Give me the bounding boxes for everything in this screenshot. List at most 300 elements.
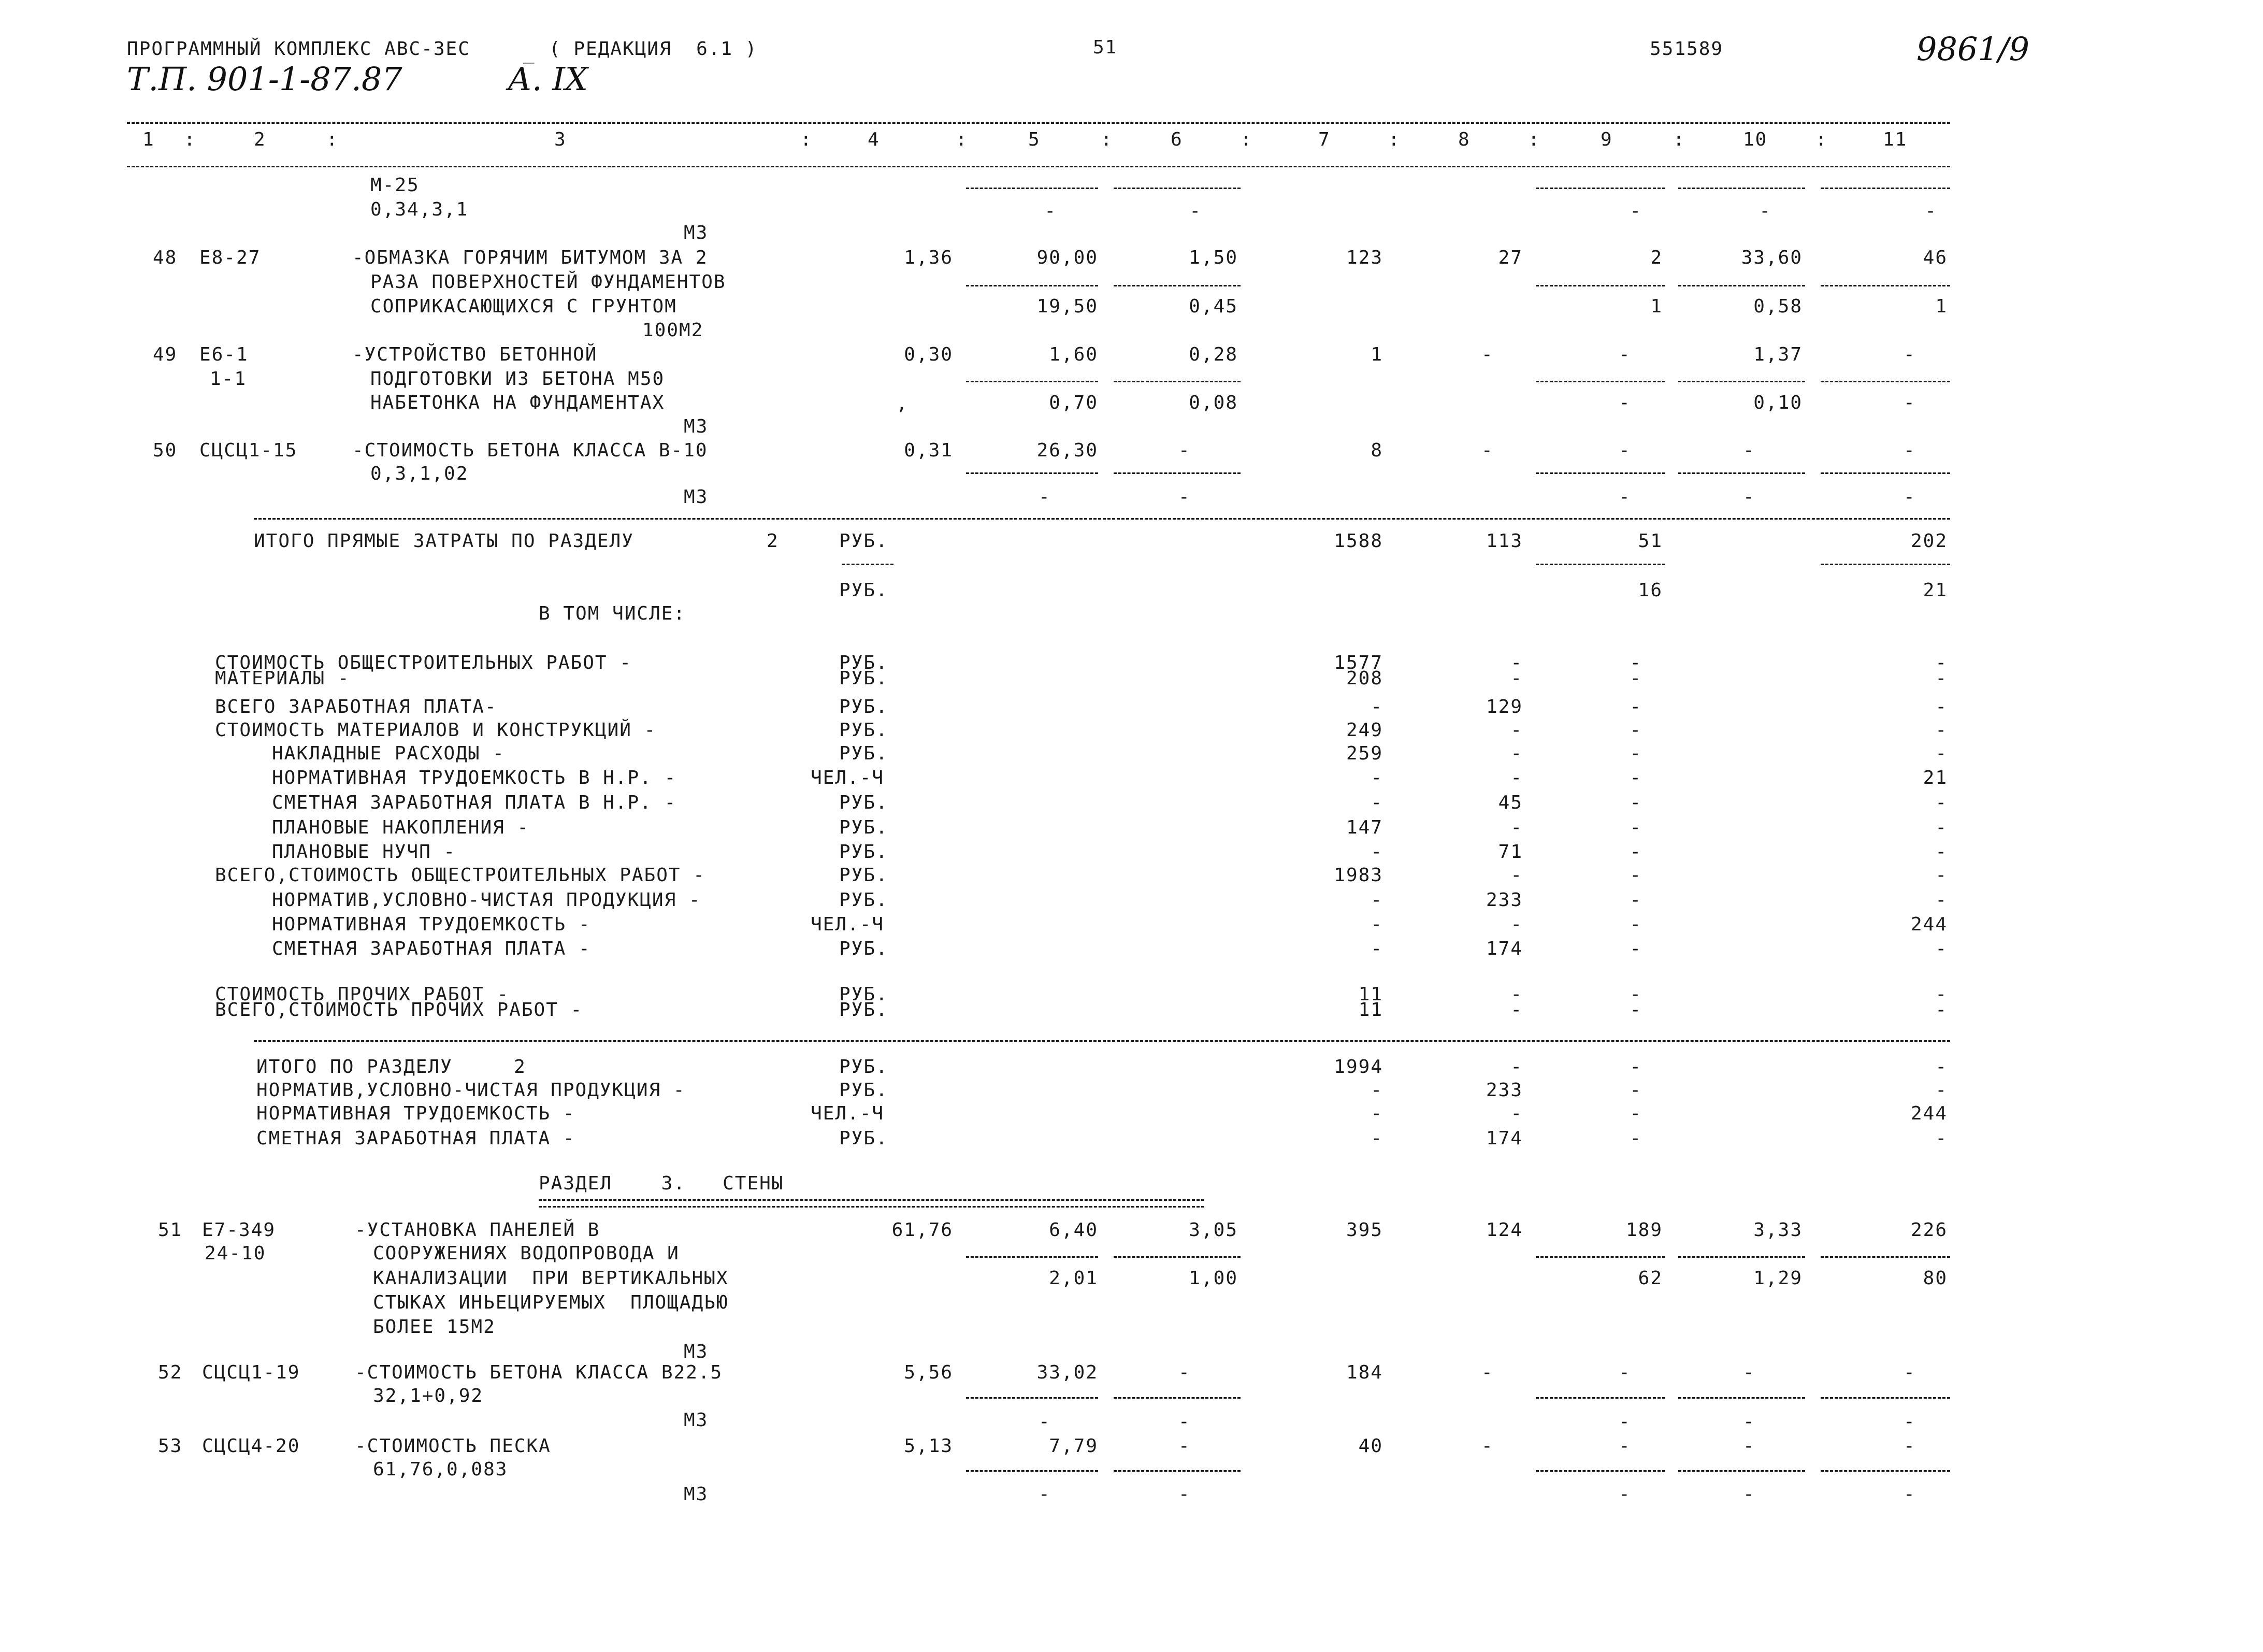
cell-rule [1821, 188, 1950, 189]
unit-rule [842, 564, 893, 565]
cell-value: 0,58 [1753, 296, 1803, 317]
cell-value: - [1619, 1435, 1631, 1457]
cell-value: - [1371, 1128, 1383, 1149]
cell-value: - [1630, 200, 1642, 222]
cell-value: - [1904, 1411, 1916, 1432]
cell-value: 21 [1923, 580, 1948, 601]
column-number: 2 [254, 129, 266, 150]
row-number: 53 [158, 1435, 183, 1457]
cell-rule [1821, 564, 1950, 565]
cell-value: - [1510, 652, 1523, 673]
cell-value: 61,76 [891, 1219, 953, 1241]
cell-value: - [1510, 817, 1523, 838]
cell-value: - [1630, 652, 1642, 673]
cell-value: 129 [1486, 696, 1523, 717]
handwritten-sheet-number: 9861/9 [1916, 30, 2030, 68]
cell-value: - [1743, 440, 1755, 461]
handwritten-project-number: Т.П. 901-1-87.87 [127, 60, 402, 98]
cell-value: 395 [1346, 1219, 1383, 1241]
document-code: 551589 [1650, 38, 1724, 60]
cell-rule [966, 1256, 1098, 1258]
cell-rule [1821, 1397, 1950, 1399]
cell-value: - [1743, 486, 1755, 508]
row-desc-line: ПОДГОТОВКИ ИЗ БЕТОНА М50 [370, 368, 665, 390]
cell-value: - [1510, 767, 1523, 788]
cell-value: 2 [1650, 247, 1663, 268]
cell-value: - [1935, 652, 1948, 673]
cell-value: 1,29 [1753, 1268, 1803, 1289]
cell-value: - [1510, 1056, 1523, 1078]
header-rule-top [127, 122, 1950, 124]
column-separator: : [1241, 129, 1253, 150]
row-unit: М3 [684, 1341, 709, 1362]
page-number: 51 [1093, 37, 1118, 58]
cell-value: - [1630, 696, 1642, 717]
cell-value: - [1935, 1056, 1948, 1078]
cell-value: - [1630, 984, 1642, 1005]
cell-value: - [1935, 841, 1948, 863]
cell-value: 11 [1358, 999, 1383, 1021]
cell-value: - [1371, 938, 1383, 959]
cell-value: 19,50 [1036, 296, 1098, 317]
row-code: СЦСЦ1-15 [199, 440, 298, 461]
cell-value: 1,37 [1753, 344, 1803, 365]
cell-value: 80 [1923, 1268, 1948, 1289]
summary-unit: РУБ. [839, 938, 888, 959]
cell-rule [1678, 285, 1805, 286]
cell-value: - [1481, 440, 1494, 461]
cell-value: - [1630, 1080, 1642, 1101]
stray-mark: , [896, 393, 909, 414]
cell-value: 11 [1358, 984, 1383, 1005]
summary-unit: ЧЕЛ.-Ч [811, 1103, 885, 1124]
cell-value: 0,30 [904, 344, 953, 365]
cell-value: - [1935, 743, 1948, 764]
cell-value: - [1935, 865, 1948, 886]
cell-value: - [1371, 1080, 1383, 1101]
cell-value: 0,31 [904, 440, 953, 461]
column-separator: : [1101, 129, 1113, 150]
row-desc-line: -СТОИМОСТЬ БЕТОНА КЛАССА В-10 [352, 440, 708, 461]
cell-rule [1536, 564, 1665, 565]
section-rule [254, 518, 1950, 520]
cell-value: - [1935, 999, 1948, 1021]
summary-unit: РУБ. [839, 720, 888, 741]
cell-value: - [1619, 392, 1631, 413]
row-code: СЦСЦ4-20 [202, 1435, 300, 1457]
column-number: 7 [1318, 129, 1331, 150]
column-number: 3 [554, 129, 567, 150]
row-code: СЦСЦ1-19 [202, 1362, 300, 1383]
cell-rule [1536, 1256, 1665, 1258]
summary-label: ВСЕГО ЗАРАБОТНАЯ ПЛАТА- [215, 696, 497, 717]
cell-value: 21 [1923, 767, 1948, 788]
cell-rule [1536, 1470, 1665, 1472]
cell-value: - [1178, 1435, 1191, 1457]
summary-label: ИТОГО ПО РАЗДЕЛУ 2 [256, 1056, 526, 1078]
cell-value: - [1630, 767, 1642, 788]
cell-value: - [1178, 1411, 1191, 1432]
cell-value: 5,13 [904, 1435, 953, 1457]
total-label: ИТОГО ПРЯМЫЕ ЗАТРАТЫ ПО РАЗДЕЛУ [254, 530, 634, 552]
row-unit: М3 [684, 486, 709, 508]
column-separator: : [1388, 129, 1401, 150]
cell-value: - [1759, 200, 1771, 222]
cell-rule [1536, 1397, 1665, 1399]
summary-label: ПЛАНОВЫЕ НУЧП - [272, 841, 456, 863]
row-unit: М3 [684, 416, 709, 437]
row-desc-line: НАБЕТОНКА НА ФУНДАМЕНТАХ [370, 392, 665, 413]
cell-value: - [1904, 392, 1916, 413]
column-number: 1 [142, 129, 155, 150]
summary-unit: РУБ. [839, 889, 888, 911]
cell-value: 174 [1486, 1128, 1523, 1149]
cell-value: 71 [1498, 841, 1523, 863]
row-number: 52 [158, 1362, 183, 1383]
summary-label: ВСЕГО,СТОИМОСТЬ ОБЩЕСТРОИТЕЛЬНЫХ РАБОТ - [215, 865, 705, 886]
edition-label: ( РЕДАКЦИЯ 6.1 ) [549, 38, 758, 60]
summary-unit: РУБ. [839, 865, 888, 886]
cell-value: - [1371, 696, 1383, 717]
column-separator: : [1815, 129, 1828, 150]
row-code: Е8-27 [199, 247, 261, 268]
cell-value: 202 [1910, 530, 1948, 552]
summary-label: МАТЕРИАЛЫ - [215, 668, 350, 689]
cell-value: - [1630, 792, 1642, 813]
row-code: Е7-349 [202, 1219, 276, 1241]
cell-value: - [1510, 720, 1523, 741]
cell-value: - [1743, 1484, 1755, 1505]
cell-value: - [1178, 440, 1191, 461]
cell-value: 1983 [1334, 865, 1383, 886]
cell-rule [1678, 188, 1805, 189]
total-section-number: 2 [767, 530, 779, 552]
cell-value: 3,05 [1189, 1219, 1238, 1241]
cell-value: 0,28 [1189, 344, 1238, 365]
cell-value: 249 [1346, 720, 1383, 741]
summary-label: СТОИМОСТЬ ПРОЧИХ РАБОТ - [215, 984, 510, 1005]
row-desc-line: СООРУЖЕНИЯХ ВОДОПРОВОДА И [373, 1243, 680, 1264]
cell-rule [1114, 188, 1241, 189]
summary-label: НОРМАТИВНАЯ ТРУДОЕМКОСТЬ В Н.Р. - [272, 767, 677, 788]
cell-value: - [1178, 1484, 1191, 1505]
cell-value: - [1481, 344, 1494, 365]
summary-unit: РУБ. [839, 696, 888, 717]
program-title: ПРОГРАММНЫЙ КОМПЛЕКС АВС-3ЕС [127, 38, 470, 60]
cell-value: 244 [1910, 1103, 1948, 1124]
summary-unit: ЧЕЛ.-Ч [811, 767, 885, 788]
cell-value: - [1619, 1362, 1631, 1383]
cell-rule [1678, 1470, 1805, 1472]
total-unit: РУБ. [839, 580, 888, 601]
cell-value: - [1630, 743, 1642, 764]
column-separator: : [800, 129, 813, 150]
cell-value: - [1904, 344, 1916, 365]
column-number: 4 [868, 129, 880, 150]
column-separator: : [1528, 129, 1540, 150]
cell-value: - [1510, 865, 1523, 886]
cell-value: - [1510, 668, 1523, 689]
cell-rule [1536, 472, 1665, 474]
row-desc-line: -УСТРОЙСТВО БЕТОННОЙ [352, 344, 598, 365]
row-desc-line: М-25 [370, 175, 420, 196]
cell-value: - [1619, 1484, 1631, 1505]
cell-value: - [1935, 696, 1948, 717]
summary-label: НАКЛАДНЫЕ РАСХОДЫ - [272, 743, 505, 764]
cell-value: 51 [1638, 530, 1663, 552]
cell-value: 1 [1935, 296, 1948, 317]
summary-label: НОРМАТИВНАЯ ТРУДОЕМКОСТЬ - [256, 1103, 575, 1124]
row-desc-line: -СТОИМОСТЬ ПЕСКА [355, 1435, 551, 1457]
cell-value: - [1371, 767, 1383, 788]
cell-value: 6,40 [1049, 1219, 1098, 1241]
summary-label: НОРМАТИВНАЯ ТРУДОЕМКОСТЬ - [272, 914, 591, 935]
cell-value: - [1630, 999, 1642, 1021]
row-desc-line: 0,34,3,1 [370, 199, 469, 220]
cell-value: 27 [1498, 247, 1523, 268]
row-desc-line: -СТОИМОСТЬ БЕТОНА КЛАССА В22.5 [355, 1362, 723, 1383]
cell-value: - [1178, 1362, 1191, 1383]
row-code: 24-10 [205, 1243, 266, 1264]
cell-rule [1821, 381, 1950, 382]
cell-value: 233 [1486, 889, 1523, 911]
cell-value: 46 [1923, 247, 1948, 268]
cell-value: - [1630, 938, 1642, 959]
cell-value: 0,45 [1189, 296, 1238, 317]
column-number: 6 [1171, 129, 1183, 150]
cell-value: - [1904, 1484, 1916, 1505]
cell-value: - [1935, 1080, 1948, 1101]
cell-value: - [1510, 914, 1523, 935]
section-rule [254, 1040, 1950, 1042]
summary-label: НОРМАТИВ,УСЛОВНО-ЧИСТАЯ ПРОДУКЦИЯ - [256, 1080, 686, 1101]
cell-value: - [1619, 344, 1631, 365]
cell-value: 2,01 [1049, 1268, 1098, 1289]
cell-value: - [1510, 984, 1523, 1005]
cell-value: 123 [1346, 247, 1383, 268]
cell-value: - [1935, 938, 1948, 959]
row-number: 49 [153, 344, 178, 365]
summary-unit: РУБ. [839, 1080, 888, 1101]
cell-value: - [1039, 1411, 1051, 1432]
cell-rule [1114, 1256, 1241, 1258]
summary-unit: РУБ. [839, 817, 888, 838]
cell-value: 189 [1625, 1219, 1663, 1241]
cell-value: 0,70 [1049, 392, 1098, 413]
summary-unit: РУБ. [839, 652, 888, 673]
cell-value: 1577 [1334, 652, 1383, 673]
cell-value: - [1630, 668, 1642, 689]
cell-value: 7,79 [1049, 1435, 1098, 1457]
cell-value: 1588 [1334, 530, 1383, 552]
cell-value: - [1039, 486, 1051, 508]
cell-value: - [1925, 200, 1937, 222]
cell-value: 40 [1358, 1435, 1383, 1457]
summary-unit: РУБ. [839, 743, 888, 764]
cell-value: - [1619, 1411, 1631, 1432]
cell-rule [1114, 1470, 1241, 1472]
cell-rule [966, 1470, 1098, 1472]
cell-rule [966, 472, 1098, 474]
cell-value: - [1630, 914, 1642, 935]
cell-value: - [1371, 914, 1383, 935]
row-unit: М3 [684, 222, 709, 243]
cell-value: - [1935, 984, 1948, 1005]
column-separator: : [326, 129, 339, 150]
cell-value: - [1743, 1435, 1755, 1457]
cell-rule [1536, 381, 1665, 382]
cell-value: 244 [1910, 914, 1948, 935]
cell-value: - [1630, 841, 1642, 863]
cell-value: - [1630, 1128, 1642, 1149]
row-desc-line: -УСТАНОВКА ПАНЕЛЕЙ В [355, 1219, 600, 1241]
cell-value: - [1371, 1103, 1383, 1124]
column-number: 8 [1458, 129, 1471, 150]
summary-label: СТОИМОСТЬ МАТЕРИАЛОВ И КОНСТРУКЦИЙ - [215, 720, 657, 741]
cell-rule [1114, 285, 1241, 286]
cell-value: - [1481, 1435, 1494, 1457]
cell-value: 184 [1346, 1362, 1383, 1383]
row-desc-line: СТЫКАХ ИНЬЕЦИРУЕМЫХ ПЛОЩАДЬЮ [373, 1292, 729, 1313]
summary-label: ВСЕГО,СТОИМОСТЬ ПРОЧИХ РАБОТ - [215, 999, 583, 1021]
cell-rule [1114, 381, 1241, 382]
cell-value: - [1044, 200, 1057, 222]
summary-unit: РУБ. [839, 1056, 888, 1078]
cell-value: 90,00 [1036, 247, 1098, 268]
cell-value: 1,36 [904, 247, 953, 268]
cell-rule [966, 285, 1098, 286]
summary-unit: РУБ. [839, 999, 888, 1021]
cell-value: 0,08 [1189, 392, 1238, 413]
cell-value: - [1935, 817, 1948, 838]
cell-value: 33,60 [1741, 247, 1803, 268]
cell-value: - [1630, 720, 1642, 741]
summary-label: ПЛАНОВЫЕ НАКОПЛЕНИЯ - [272, 817, 530, 838]
cell-value: 16 [1638, 580, 1663, 601]
cell-value: - [1189, 200, 1202, 222]
summary-label: СТОИМОСТЬ ОБЩЕСТРОИТЕЛЬНЫХ РАБОТ - [215, 652, 632, 673]
cell-value: - [1935, 792, 1948, 813]
cell-value: - [1904, 486, 1916, 508]
cell-value: - [1935, 720, 1948, 741]
cell-value: - [1510, 1103, 1523, 1124]
cell-value: 33,02 [1036, 1362, 1098, 1383]
cell-value: - [1630, 865, 1642, 886]
cell-rule [1821, 1256, 1950, 1258]
cell-value: 259 [1346, 743, 1383, 764]
cell-value: 1,00 [1189, 1268, 1238, 1289]
column-separator: : [956, 129, 968, 150]
header-rule-bottom [127, 166, 1950, 167]
cell-rule [966, 381, 1098, 382]
cell-value: - [1178, 486, 1191, 508]
summary-label: СМЕТНАЯ ЗАРАБОТНАЯ ПЛАТА - [272, 938, 591, 959]
cell-rule [1678, 381, 1805, 382]
cell-value: - [1904, 1362, 1916, 1383]
cell-rule [1678, 1397, 1805, 1399]
row-desc-line: БОЛЕЕ 15М2 [373, 1316, 496, 1338]
cell-value: - [1904, 440, 1916, 461]
cell-value: 208 [1346, 668, 1383, 689]
cell-value: - [1630, 817, 1642, 838]
cell-value: - [1371, 841, 1383, 863]
cell-value: - [1039, 1484, 1051, 1505]
cell-value: - [1743, 1411, 1755, 1432]
cell-value: - [1935, 1128, 1948, 1149]
row-unit: 100М2 [642, 320, 704, 341]
column-number: 9 [1601, 129, 1613, 150]
summary-unit: РУБ. [839, 841, 888, 863]
cell-value: 1,60 [1049, 344, 1098, 365]
row-code: Е6-1 [199, 344, 249, 365]
cell-value: - [1619, 440, 1631, 461]
cell-value: 113 [1486, 530, 1523, 552]
summary-unit: РУБ. [839, 668, 888, 689]
row-desc-line: 0,3,1,02 [370, 463, 469, 484]
cell-value: - [1619, 486, 1631, 508]
column-number: 11 [1883, 129, 1908, 150]
cell-value: - [1743, 1362, 1755, 1383]
cell-rule [966, 1397, 1098, 1399]
heading-double-rule [539, 1199, 1204, 1208]
cell-rule [1114, 472, 1241, 474]
row-number: 51 [158, 1219, 183, 1241]
cell-value: - [1371, 889, 1383, 911]
row-desc-line: 61,76,0,083 [373, 1459, 508, 1480]
cell-value: - [1935, 668, 1948, 689]
column-separator: : [184, 129, 196, 150]
cell-value: - [1904, 1435, 1916, 1457]
total-unit: РУБ. [839, 530, 888, 552]
cell-rule [1536, 188, 1665, 189]
cell-value: 45 [1498, 792, 1523, 813]
column-number: 10 [1743, 129, 1768, 150]
row-code: 1-1 [210, 368, 247, 390]
cell-value: 1 [1371, 344, 1383, 365]
cell-rule [1114, 1397, 1241, 1399]
cell-value: - [1371, 792, 1383, 813]
summary-unit: РУБ. [839, 792, 888, 813]
cell-value: 62 [1638, 1268, 1663, 1289]
including-heading: В ТОМ ЧИСЛЕ: [539, 603, 686, 624]
row-unit: М3 [684, 1410, 709, 1431]
cell-value: - [1481, 1362, 1494, 1383]
row-number: 48 [153, 247, 178, 268]
cell-value: 0,10 [1753, 392, 1803, 413]
cell-rule [966, 188, 1098, 189]
cell-value: 1,50 [1189, 247, 1238, 268]
summary-label: НОРМАТИВ,УСЛОВНО-ЧИСТАЯ ПРОДУКЦИЯ - [272, 889, 701, 911]
cell-value: - [1630, 889, 1642, 911]
cell-value: - [1510, 999, 1523, 1021]
cell-value: 8 [1371, 440, 1383, 461]
cell-rule [1821, 472, 1950, 474]
cell-value: 5,56 [904, 1362, 953, 1383]
cell-rule [1678, 472, 1805, 474]
handwritten-album: А. IX [508, 60, 588, 98]
row-desc-line: КАНАЛИЗАЦИИ ПРИ ВЕРТИКАЛЬНЫХ [373, 1268, 729, 1289]
cell-value: - [1630, 1103, 1642, 1124]
cell-rule [1536, 285, 1665, 286]
row-desc-line: СОПРИКАСАЮЩИХСЯ С ГРУНТОМ [370, 296, 677, 317]
row-desc-line: 32,1+0,92 [373, 1385, 484, 1406]
column-separator: : [1673, 129, 1685, 150]
cell-value: 26,30 [1036, 440, 1098, 461]
row-unit: М3 [684, 1484, 709, 1505]
underscore-mark: _ [523, 42, 536, 64]
summary-label: СМЕТНАЯ ЗАРАБОТНАЯ ПЛАТА В Н.Р. - [272, 792, 677, 813]
cell-value: 174 [1486, 938, 1523, 959]
